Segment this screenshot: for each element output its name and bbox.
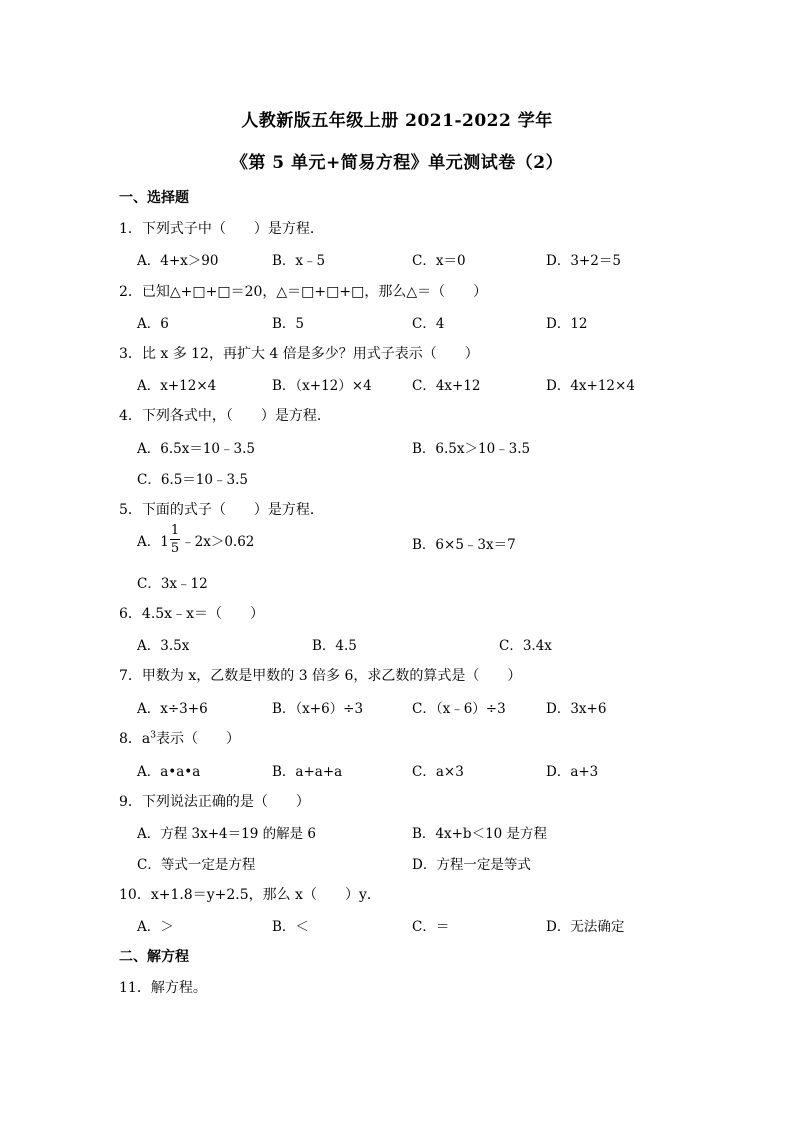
- option-a: A．x+12×4: [137, 378, 217, 394]
- option-c: C．4x+12: [412, 378, 481, 394]
- option-c: C．（x﹣6）÷3: [412, 701, 506, 717]
- option-a: A．6.5x＝10﹣3.5: [137, 441, 255, 457]
- option-a: A．3.5x: [137, 638, 190, 654]
- question-stem: [119, 728, 240, 748]
- question-stem: 3．比 x 多 12，再扩大 4 倍是多少？用式子表示（ ）: [119, 346, 479, 362]
- option-b: B．（x+6）÷3: [272, 701, 364, 717]
- question-stem: 9．下列说法正确的是（ ）: [119, 794, 310, 810]
- option-b: B．4x+b＜10 是方程: [412, 826, 548, 842]
- option-a-prefix: A．1: [137, 533, 169, 550]
- exam-subtitle: 《第 5 单元+简易方程》单元测试卷（2）: [230, 153, 564, 173]
- question-stem: 5．下面的式子（ ）是方程．: [119, 502, 324, 518]
- option-b: B．＜: [272, 919, 309, 935]
- section-heading-choice: 一、选择题: [119, 190, 189, 206]
- option-b: B．（x+12）×4: [272, 378, 372, 394]
- question-stem: 11．解方程。: [119, 980, 207, 996]
- option-d: D．方程一定是等式: [412, 857, 531, 873]
- option-b: B．5: [272, 316, 305, 332]
- question-stem-prefix: 8．a: [119, 731, 151, 747]
- question-stem: 7．甲数为 x，乙数是甲数的 3 倍多 6，求乙数的算式是（ ）: [119, 668, 522, 684]
- option-a: A．4+x＞90: [137, 253, 219, 269]
- option-a-suffix: ﹣2x＞0.62: [181, 533, 255, 550]
- option-a: A．a•a•a: [137, 764, 201, 780]
- option-b: B．a+a+a: [272, 764, 343, 780]
- option-d: D．12: [546, 316, 588, 332]
- fraction-numerator: 1: [170, 523, 180, 538]
- question-stem: 6．4.5x﹣x＝（ ）: [119, 606, 264, 622]
- option-a: A．6: [137, 316, 169, 332]
- question-stem: 4．下列各式中，（ ）是方程．: [119, 408, 331, 424]
- option-c: C．4: [412, 316, 445, 332]
- option-a: [137, 524, 254, 555]
- option-b: B．4.5: [312, 638, 357, 654]
- question-stem-suffix: 表示（ ）: [156, 731, 240, 747]
- option-a: A．＞: [137, 919, 174, 935]
- question-stem: 2．已知△+□+□＝20，△＝□+□+□，那么△＝（ ）: [119, 284, 488, 300]
- fraction-denominator: 5: [170, 541, 180, 556]
- option-c: C．等式一定是方程: [137, 857, 256, 873]
- option-c: C．a×3: [412, 764, 464, 780]
- option-d: D．无法确定: [546, 919, 625, 935]
- question-stem: 1．下列式子中（ ）是方程．: [119, 221, 324, 237]
- option-a: A．x÷3+6: [137, 701, 208, 717]
- option-d: D．a+3: [546, 764, 599, 780]
- option-b: B．6.5x＞10﹣3.5: [412, 441, 531, 457]
- exam-title: 人教新版五年级上册 2021-2022 学年: [241, 111, 553, 131]
- question-stem: 10．x+1.8＝y+2.5，那么 x（ ）y．: [119, 887, 381, 903]
- option-b: B．6×5﹣3x＝7: [412, 537, 516, 553]
- option-a: A．方程 3x+4＝19 的解是 6: [137, 826, 316, 842]
- exponent: 3: [150, 730, 156, 741]
- fraction: [170, 524, 180, 555]
- option-c: C．＝: [412, 919, 450, 935]
- option-c: C．6.5＝10﹣3.5: [137, 472, 248, 488]
- option-c: C．3.4x: [499, 638, 552, 654]
- option-c: C．x＝0: [412, 253, 466, 269]
- option-d: D．4x+12×4: [546, 378, 635, 394]
- option-c: C．3x﹣12: [137, 576, 208, 592]
- option-d: D．3x+6: [546, 701, 607, 717]
- section-heading-equations: 二、解方程: [119, 949, 189, 965]
- option-d: D．3+2＝5: [546, 253, 621, 269]
- option-b: B．x﹣5: [272, 253, 326, 269]
